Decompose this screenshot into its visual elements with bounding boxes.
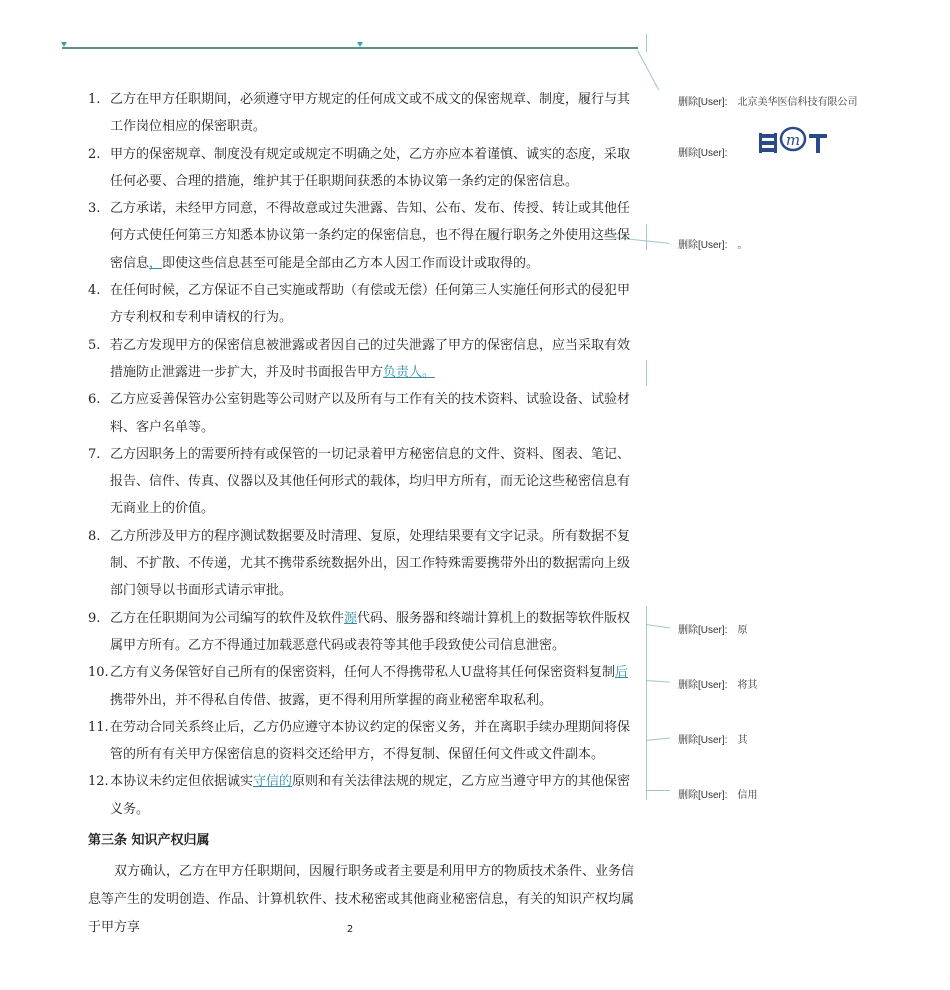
list-item: 3. 乙方承诺，未经甲方同意，不得故意或过失泄露、告知、公布、发布、传授、转让或其他任何方式使任何第三方知悉本协议第一条约定的保密信息，也不得在履行职务之外使用这些保密信息，即使这些信息甚至可能是全部由乙方本人因工作而设计或取得的。 bbox=[88, 201, 631, 271]
section-heading: 第三条 知识产权归属 bbox=[88, 833, 210, 848]
comment-connector bbox=[646, 737, 670, 741]
tab-stop-marker-icon bbox=[357, 42, 363, 47]
revision-margin-line bbox=[646, 224, 647, 250]
list-item: 4. 在任何时候，乙方保证不自己实施或帮助（有偿或无偿）任何第三人实施任何形式的侵犯甲方专利权和专利申请权的行为。 bbox=[88, 283, 631, 326]
list-item: 11. 在劳动合同关系终止后，乙方仍应遵守本协议约定的保密义务，并在离职手续办理期间将保管的所有有关甲方保密信息的资料交还给甲方，不得复制、保留任何文件或文件副本。 bbox=[88, 719, 631, 763]
section-paragraph: 双方确认，乙方在甲方任职期间，因履行职务或者主要是利用甲方的物质技术条件、业务信息等产生的发明创造、作品、计算机软件、技术秘密或其他商业秘密信息，有关的知识产权均属于甲方享 bbox=[88, 864, 635, 935]
comment-connector bbox=[646, 680, 670, 683]
inserted-text: 守信的 bbox=[253, 774, 293, 790]
header-rule bbox=[62, 47, 638, 49]
list-item: 12. 本协议未约定但依据诚实守信的原则和有关法律法规的规定，乙方应当遵守甲方的其他保密义务。 bbox=[88, 774, 631, 817]
confidentiality-clause-list bbox=[88, 86, 640, 823]
revision-comment[interactable]: 删除[User]: 信用 bbox=[678, 790, 758, 801]
revision-margin-line bbox=[646, 360, 647, 386]
revision-comment[interactable]: 删除[User]: 其 bbox=[678, 735, 748, 746]
list-item: 9. 乙方在任职期间为公司编写的软件及软件源代码、服务器和终端计算机上的数据等软件版权属甲方所有。乙方不得通过加载恶意代码或表符等其他手段致使公司信息泄密。 bbox=[88, 610, 631, 653]
list-item: 2. 甲方的保密规章、制度没有规定或规定不明确之处，乙方亦应本着谨慎、诚实的态度，采取任何必要、合理的措施，维护其于任职期间获悉的本协议第一条约定的保密信息。 bbox=[88, 146, 631, 189]
list-item: 1. 乙方在甲方任职期间，必须遵守甲方规定的任何成文或不成文的保密规章、制度，履行与其工作岗位相应的保密职责。 bbox=[88, 92, 631, 135]
inserted-text: 负责人。 bbox=[383, 364, 436, 380]
comment-connector bbox=[646, 790, 670, 791]
comment-connector bbox=[637, 50, 659, 90]
revision-margin-line bbox=[646, 34, 647, 52]
revision-comment[interactable]: 删除[User]: bbox=[678, 148, 728, 159]
revision-comment[interactable]: 删除[User]: 原 bbox=[678, 625, 748, 636]
inserted-text: 源 bbox=[344, 610, 358, 626]
svg-text:m: m bbox=[785, 131, 801, 149]
comment-connector bbox=[646, 624, 670, 628]
revision-comment[interactable]: 删除[User]: 北京美华医信科技有限公司 bbox=[678, 97, 858, 108]
list-item: 10. 乙方有义务保管好自己所有的保密资料，任何人不得携带私人U盘将其任何保密资料复制后携带外出，并不得私自传借、披露，更不得利用所掌握的商业秘密牟取私利。 bbox=[88, 665, 628, 708]
revision-comment[interactable]: 删除[User]: 将其 bbox=[678, 680, 758, 691]
list-item: 5. 若乙方发现甲方的保密信息被泄露或者因自己的过失泄露了甲方的保密信息，应当采取有效措施防止泄露进一步扩大，并及时书面报告甲方负责人。 bbox=[88, 337, 631, 380]
revision-margin-line bbox=[646, 606, 647, 800]
company-logo-icon bbox=[757, 125, 829, 157]
tab-stop-marker-icon bbox=[61, 42, 67, 47]
inserted-text: 后 bbox=[614, 665, 628, 681]
list-item: 6. 乙方应妥善保管办公室钥匙等公司财产以及所有与工作有关的技术资料、试验设备、试验材料、客户名单等。 bbox=[88, 392, 631, 435]
list-item: 8. 乙方所涉及甲方的程序测试数据要及时清理、复原，处理结果要有文字记录。所有数据不复制、不扩散、不传递，尤其不携带系统数据外出，因工作特殊需要携带外出的数据需向上级部门领导以书面形式请示审批。 bbox=[88, 528, 631, 599]
inserted-text: ， bbox=[149, 255, 163, 271]
page-number: 2 bbox=[346, 924, 354, 935]
list-item: 7. 乙方因职务上的需要所持有或保管的一切记录着甲方秘密信息的文件、资料、图表、笔记、报告、信件、传真、仪器以及其他任何形式的载体，均归甲方所有，而无论这些秘密信息有无商业上的价值。 bbox=[88, 446, 631, 517]
revision-comment[interactable]: 删除[User]: 。 bbox=[678, 240, 748, 251]
